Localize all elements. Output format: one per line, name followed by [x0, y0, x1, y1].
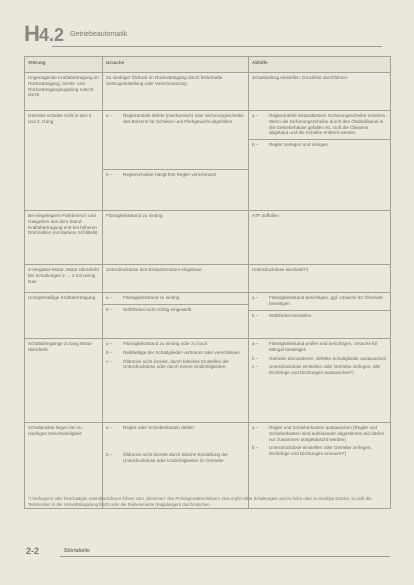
list-item: b – Wählhebel einstellen: [249, 310, 390, 319]
list-item: a – Flüssigkeitsstand zu niedrig: [106, 295, 245, 301]
remedy-cell: [249, 265, 391, 293]
page-label: Störtabelle: [64, 548, 90, 554]
list-item: a – Regler oder Schieberkasten defekt: [106, 425, 245, 431]
table-row: [25, 111, 391, 211]
list-item: [106, 75, 245, 87]
list-item: c – Öldrücke nicht korrekt, durch falsches Einstellen der Unterdruckdose oder durch innere Undichtigkeiten: [106, 359, 245, 371]
column-header-cause: Ursache: [103, 57, 249, 73]
fault-cell: Schaltpunkte liegen bei zu niedrigen Geschwindigkeit: [25, 423, 103, 509]
fault-cell: Getriebe schaltet nicht in den 2. und 3. Gang: [25, 111, 103, 211]
remedy-cell: [249, 293, 391, 339]
header-rule: [52, 46, 382, 47]
footnote: *) Verbogene oder beschädigte Unterdruckdosen führen zum „Klemmen“ des Primärgeradeschiebers. Das ergibt zähe Schaltungen und zu hohe oder zu niedrige Drücke, so daß die Teilstrecken in der Vorwärtskupplung bricht oder die Reibelemente (Kupplungen) durchrutschen.: [28, 496, 372, 507]
fault-cell: Ungenügende Kraftübertragung im Rückwärtsgang, Direkt- und Rückwärtsgangkupplung rutscht durch: [25, 73, 103, 111]
table-row: [25, 211, 391, 265]
chapter-letter: H: [24, 21, 39, 46]
fault-cell: Unregelmäßige Kraftübertragung: [25, 293, 103, 339]
remedy-text: Unterdruckdose einstellen oder Getriebe zerlegen, Dichtringe und Dichtungen erneuern*): [269, 445, 372, 457]
list-item: a – Flüssigkeitsstand zu niedrig oder zu hoch: [106, 341, 245, 347]
cause-cell: [103, 293, 249, 339]
cause-text: Reglerschieber hängt fest Regler verschmutzt: [123, 171, 217, 177]
remedy-text: Unterdruckdose einstellen oder Getriebe zerlegen, alle Dichtringe und Dichtungen austauschen*): [269, 364, 381, 376]
list-item: a – Regler und Schieberkasten austauschen (Regler und Schieberkasten sind aufeinander abgestimmt und dürfen nur zusammen ausgetauscht werden): [252, 425, 387, 442]
list-item: b – Getriebe demontieren, defekte Schaltglieder austauschen: [252, 355, 387, 361]
troubleshooting-table: [24, 56, 391, 509]
remedy-cell: [249, 211, 391, 265]
list-item: b – Regler zerlegen und reinigen: [249, 139, 390, 148]
cause-cell: [103, 111, 249, 211]
remedy-cell: [249, 73, 391, 111]
list-item: b – Reibbeläge der Schaltglieder verbrannt oder verschlissen: [106, 350, 245, 356]
remedy-text: Regler und Schieberkasten austauschen (Regler und Schieberkasten sind aufeinander abgestimmt und dürfen nur zusammen ausgetauscht werden): [269, 425, 385, 442]
page-number: 2-2: [26, 546, 40, 556]
fault-cell: Schaltübergänge zu lang Motor überdreht: [25, 339, 103, 423]
table-row: [25, 73, 391, 111]
remedy-text: Regler zerlegen und reinigen: [269, 142, 328, 148]
remedy-text: Reglerantrieb instandsetzen Sicherungsscheibe ersetzen. Wenn die Sicherungsscheibe durch den Ölablaßkanal in die Getriebehäuse gefallen ist, muß die Ölwanne abgebaut und die Scheibe entfernt werden: [269, 113, 387, 136]
remedy-cell: [249, 339, 391, 423]
chapter-title: Getriebeautomatik: [70, 31, 128, 38]
list-item: [106, 213, 245, 219]
list-item: b – Öldrücke nicht korrekt durch falsche Einstellung der Unterdruckdose oder Undichtigkeiten im Getriebe: [106, 452, 245, 464]
list-item: [252, 267, 387, 273]
table-row: [25, 293, 391, 339]
list-item: [252, 213, 387, 219]
cause-text: Wählhebel nicht richtig eingestellt: [123, 306, 192, 312]
fault-cell: Bei eingelegtem Fahrbereich und Gasgeben aus dem Stand Kraftübertragung erst bei höheren Drehzahlen mit starkem Schlittelst: [25, 211, 103, 265]
cause-text: Öldrücke nicht korrekt durch falsche Einstellung der Unterdruckdose oder Undichtigkeiten im Getriebe: [123, 451, 228, 463]
list-item: [252, 75, 387, 81]
cause-cell: [103, 339, 249, 423]
cause-text: Flüssigkeitsstand zu niedrig: [123, 295, 180, 300]
column-header-fault: Störung: [25, 57, 103, 73]
remedy-text: Flüssigkeitsstand berichtigen, ggf. Ursache für Ölverlust beseitigen: [269, 295, 383, 306]
cause-text: Öldrücke nicht korrekt, durch falsches Einstellen der Unterdruckdose oder durch innere Undichtigkeiten: [123, 358, 229, 370]
list-item: a – Flüssigkeitsstand prüfen und berichtigen, Ursache für Mängel beseitigen: [252, 341, 387, 353]
chapter-number: 4.2: [39, 25, 65, 45]
column-header-remedy: Abhilfe: [249, 57, 391, 73]
cause-text: Zu niedriger Öldruck im Rückwärtsgang durch fehlerhafte Seitzugeinstellung oder Verschmutzung: [106, 75, 223, 86]
list-item: b – Reglerschieber hängt fest Regler verschmutzt: [103, 169, 248, 178]
cause-text: Reibbeläge der Schaltglieder verbrannt oder verschlissen: [123, 349, 240, 355]
remedy-text: Wählhebel einstellen: [269, 312, 312, 318]
cause-cell: [103, 73, 249, 111]
fault-cell: 3-Vergaser-Motor, Motor überdreht bei Schaltungen 2 → 3 mit wenig Gas: [25, 265, 103, 293]
list-item: c – Unterdruckdose einstellen oder Getriebe zerlegen, alle Dichtringe und Dichtungen austauschen*): [252, 364, 387, 376]
cause-text: Regler oder Schieberkasten defekt: [123, 425, 194, 430]
list-item: a – Reglerantrieb defekt (mechanisch) oder Sicherungsscheibe des Bolzens für Schieber und Fliehgewicht abgefallen: [106, 113, 244, 124]
remedy-text: Schaltseilzug einstellen, Druckfest durchführen: [252, 75, 348, 80]
cause-text: Unterdruckdose des Einspritzmotors eingebaut: [106, 267, 202, 272]
list-item: [106, 267, 245, 273]
cause-text: Flüssigkeitsstand zu niedrig oder zu hoch: [123, 341, 208, 346]
remedy-text: Unterdruckdose wechseln*): [252, 267, 309, 272]
remedy-cell: [249, 111, 391, 211]
table-row: [25, 265, 391, 293]
list-item: a – Reglerantrieb instandsetzen Sicherungsscheibe ersetzen. Wenn die Sicherungsscheibe durch den Ölablaßkanal in die Getriebehäuse gefallen ist, muß die Ölwanne abgebaut und die Scheibe entfernt werden: [252, 113, 387, 136]
remedy-text: Getriebe demontieren, defekte Schaltglieder austauschen: [269, 355, 387, 361]
table-row: [25, 339, 391, 423]
remedy-text: ATF auffüllen: [252, 213, 279, 218]
cause-cell: [103, 211, 249, 265]
footer-rule: [60, 556, 390, 557]
cause-text: Flüssigkeitsstand zu niedrig: [106, 213, 163, 218]
list-item: a – Flüssigkeitsstand berichtigen, ggf. Ursache für Ölverlust beseitigen: [252, 295, 387, 307]
cause-cell: [103, 265, 249, 293]
list-item: b – Unterdruckdose einstellen oder Getriebe zerlegen, Dichtringe und Dichtungen erneuern*): [252, 445, 387, 457]
table-header-row: [25, 57, 391, 73]
list-item: b – Wählhebel nicht richtig eingestellt: [103, 304, 248, 313]
cause-text: Reglerantrieb defekt (mechanisch) oder Sicherungsscheibe des Bolzens für Schieber und Fliehgewicht abgefallen: [123, 113, 244, 124]
remedy-text: Flüssigkeitsstand prüfen und berichtigen, Ursache für Mängel beseitigen: [269, 341, 378, 352]
